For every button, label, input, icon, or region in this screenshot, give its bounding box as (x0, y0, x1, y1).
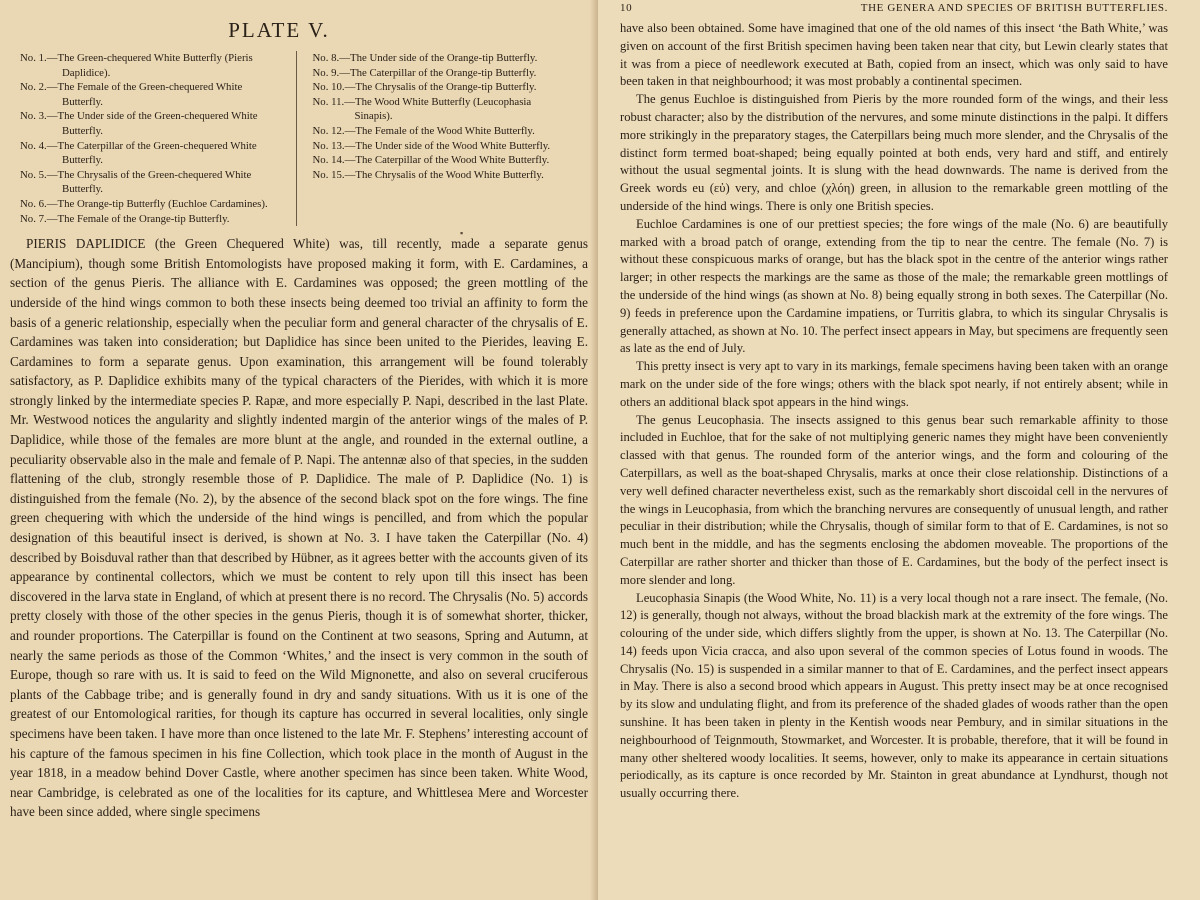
ornament-dot: ▪ (460, 228, 464, 238)
plate-list-right-column (297, 51, 571, 226)
plate-list-item: No. 14.—The Caterpillar of the Wood White Butterfly. (312, 154, 550, 167)
plate-list-item: No. 13.—The Under side of the Wood White Butterfly. (312, 139, 551, 152)
plate-list-item: No. 6.—The Orange-tip Butterfly (Euchloe Cardamines). (20, 197, 268, 210)
plate-list-item: No. 15.—The Chrysalis of the Wood White Butterfly. (312, 168, 544, 181)
body-paragraph: This pretty insect is very apt to vary in its markings, female specimens having been taken with an orange mark on the under side of the fore wings; others with the black spot nearly, if not entirely absent; while in others an additional black spot appears in the hind wings. (620, 359, 1168, 409)
body-paragraph: The genus Euchloe is distinguished from Pieris by the more rounded form of the wings, and their less robust character; also by the distribution of the nervures, and some minute distinctions in the palpi. It differs more strikingly in the preparatory stages, the Caterpillars being much more slender, and the Chrysalis of the distinct form termed boat-shaped; being equally pointed at both ends, very hard and stiff, and entirely without the usual segmental joints. It is slung with the head downwards. The name is derived from the Greek words eu (εὐ) very, and chloe (χλόη) green, in allusion to the remarkable green mottling of the underside of the hind wings. There is only one British species. (620, 92, 1168, 213)
plate-list-item: No. 1.—The Green-chequered White Butterfly (Pieris Daplidice). (20, 52, 253, 79)
plate-title: PLATE V. (228, 18, 330, 42)
plate-list (20, 51, 570, 226)
plate-list-left-column (20, 51, 297, 226)
plate-list-item: No. 2.—The Female of the Green-chequered White Butterfly. (20, 81, 243, 108)
plate-list-item: No. 4.—The Caterpillar of the Green-chequered White Butterfly. (20, 139, 257, 167)
body-paragraph: Euchloe Cardamines is one of our prettiest species; the fore wings of the male (No. 6) are beautifully marked with a broad patch of orange, extending from the tip to near the centre. The female (No. 7) is without these conspicuous marks of orange, but has the black spot in the centre of the anterior wings rather larger; in other respects the markings are the same as those of the male; the remarkable green mottlings of the underside of the hind wings (as shown at No. 8) being equally strong in both sexes. The Caterpillar (No. 9) feeds in preference upon the Cardamine impatiens, or Turritis glabra, to which its singular Chrysalis is generally attached, as shown at No. 10. The perfect insect appears in May, but specimens are frequently seen as late as the end of July. (620, 216, 1168, 356)
plate-list-item: No. 5.—The Chrysalis of the Green-chequered White Butterfly. (20, 168, 252, 196)
plate-list-item: No. 11.—The Wood White Butterfly (Leucophasia Sinapis). (312, 95, 532, 123)
body-paragraph: have also been obtained. Some have imagined that one of the old names of this insect ‘the Bath White,’ was given on account of the first British specimen having been taken near that city, but Lewin clearly states that it was from a piece of needlework executed at Bath, copied from an insect, which was only said to have been taken in that neighbourhood; it was most probably a continental specimen. (620, 21, 1168, 89)
plate-list-item: No. 9.—The Caterpillar of the Orange-tip Butterfly. (312, 66, 537, 79)
running-head (620, 2, 1168, 14)
body-paragraph: PIERIS DAPLIDICE (the Green Chequered White) was, till recently, made a separate genus (Mancipium), though some British Entomologists have proposed making it form, with E. Cardamines, a section of the genus Pieris. The alliance with E. Cardamines was opposed; the green mottling of the underside of the hind wings common to both these insects being deemed too trivial an affinity to form the basis of a generic relationship, especially when the peculiar form and general character of the chrysalis of E. Cardamines was taken into consideration; but Daplidice has since been united to the Pierides, leaving E. Cardamines to form a separate genus. Upon examination, this arrangement will be found tolerably satisfactory, as P. Daplidice exhibits many of the typical characters of the Pierides, with which it is more strongly linked by the intermediate species P. Rapæ, and more especially P. Napi, described in the last Plate. Mr. Westwood notices the angularity and slightly indented margin of the anterior wings of the males of P. Daplidice, while those of the females are more blunt at the angle, and rounded in the external outline, a peculiarity observable also in the male and female of P. Napi. The antennæ also of that species, in the sudden flattening of the club, strongly resemble those of P. Daplidice. The male of P. Daplidice (No. 1) is distinguished from the female (No. 2), by the absence of the second black spot on the fore wings. The fine green chequering with which the underside of the hind wings is pencilled, and from which the popular designation of this beautiful insect is derived, is shown at No. 3. I have taken the Caterpillar (No. 4) described by Boisduval rather than that described by Hübner, as it agrees better with the accounts given of its appearance by continental collectors, which we must be content to rely upon till this insect has been discovered in the larva state in England, of which at present there is no record. The Chrysalis (No. 5) accords pretty closely with those of the other species in the genus Pieris, though it is of somewhat shorter, thicker, and rounder proportions. The Caterpillar is found on the Continent at two seasons, Spring and Autumn, at nearly the same periods as those of the Common ‘Whites,’ and the insect is very common in the south of Europe, though so rare with us. It is said to feed on the Wild Mignonette, and also on several cruciferous plants of the Cabbage tribe; and is generally found in dry and sandy situations. With us it is one of the greatest of our Entomological rarities, for though its capture has occurred in several localities, only single specimens have been taken. I have more than once listened to the late Mr. F. Stephens’ interesting account of his capture of the famous specimen in his fine Collection, which took place in the month of August in the year 1818, in a meadow behind Dover Castle, where another specimen has since been taken. White Wood, near Cambridge, is celebrated as one of the localities for its capture, and Whittlesea Mere and Worcester have been since added, where single specimens (10, 236, 588, 820)
running-head-title: THE GENERA AND SPECIES OF BRITISH BUTTERFLIES. (860, 2, 1168, 14)
left-page (0, 0, 598, 900)
right-body-text (620, 20, 1168, 803)
plate-list-item: No. 7.—The Female of the Orange-tip Butterfly. (20, 212, 230, 225)
body-paragraph: The genus Leucophasia. The insects assigned to this genus bear such remarkable affinity to those included in Euchloe, that for the sake of not multiplying generic names they might have been conveniently classed with that genus. The rounded form of the anterior wings, and the form and colouring of the Caterpillars, as well as the boat-shaped Chrysalis, marks at once their close relationship. Distinctions of a very well defined character nevertheless exist, such as the remarkably short discoidal cell in the nervures of the wings in Leucophasia, from which the branching nervures are consequently of unusual length, and rather peculiar in their distribution; while the Chrysalis, though of similar form to that of E. Cardamines, is not so much bent in the middle, and has the segments enclosing the abdomen moveable. The proportions of the Caterpillar are rather shorter and thicker than those of E. Cardamines, but the body of the perfect insect is more slender and long. (620, 412, 1168, 587)
page-number: 10 (620, 2, 633, 14)
plate-list-item: No. 12.—The Female of the Wood White Butterfly. (312, 124, 535, 137)
plate-list-item: No. 3.—The Under side of the Green-chequered White Butterfly. (20, 110, 258, 137)
body-paragraph: Leucophasia Sinapis (the Wood White, No. 11) is a very local though not a rare insect. The female, (No. 12) is generally, though not always, without the broad blackish mark at the extremity of the fore wings. The colouring of the under side, which differs slightly from the upper, is shown at No. 13. The Caterpillar (No. 14) feeds upon Vicia cracca, and also upon several of the common species of Lotus found in woods. The Chrysalis (No. 15) is suspended in a similar manner to that of E. Cardamines, and the perfect insect appears in May. There is also a second brood which appears in August. This pretty insect may be at once recognised by its slow and undulating flight, and from its preference of the shaded glades of woods rather than the open sunshine. It has been taken in plenty in the Kentish woods near Pembury, and in similar situations in the neighbourhood of Teignmouth, Stowmarket, and Worcester. It is probable, therefore, that it will be found in many other sheltered woody localities. It seems, however, only to make its appearance in certain situations periodically, as its capture is once recorded by Mr. Stainton in great abundance at Lyndhurst, though not usually occurring there. (620, 590, 1168, 801)
plate-list-item: No. 8.—The Under side of the Orange-tip Butterfly. (312, 52, 538, 64)
left-body-text (10, 234, 588, 822)
plate-list-item: No. 10.—The Chrysalis of the Orange-tip Butterfly. (312, 81, 537, 94)
right-page (598, 0, 1200, 900)
